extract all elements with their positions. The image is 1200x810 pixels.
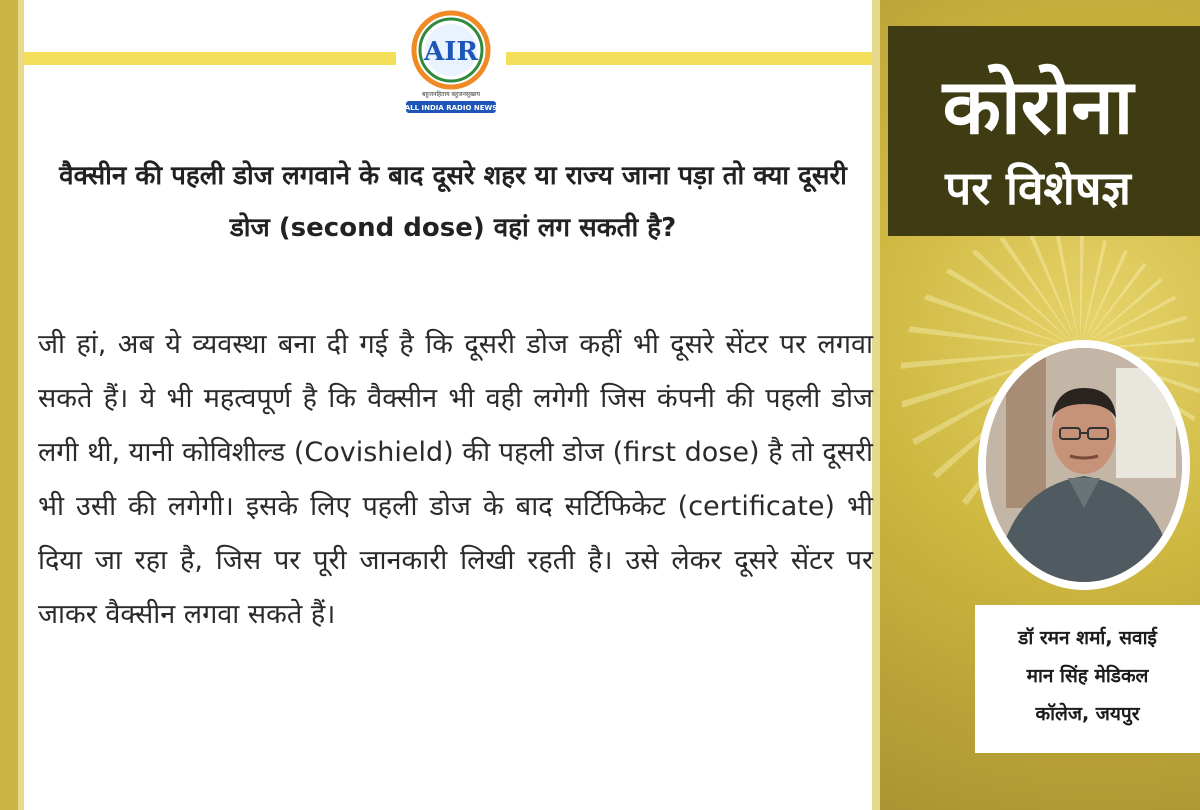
expert-portrait-icon bbox=[986, 348, 1182, 582]
logo-emblem-text: AIR bbox=[424, 37, 478, 67]
logo-brand-text: ALL INDIA RADIO NEWS bbox=[405, 104, 497, 112]
expert-caption-line3: कॉलेज, जयपुर bbox=[1035, 703, 1140, 725]
topic-title-box bbox=[888, 26, 1200, 236]
top-stripe-left bbox=[24, 52, 396, 65]
air-logo bbox=[405, 8, 497, 114]
air-logo-icon bbox=[405, 8, 497, 114]
answer-text: जी हां, अब ये व्यवस्था बना दी गई है कि दूसरी डोज कहीं भी दूसरे सेंटर पर लगवा सकते हैं। ये भी महत्वपूर्ण है कि वैक्सीन भी वही लगेगी जिस कंपनी की पहली डोज लगी थी, यानी कोविशील्ड (Covishield) की पहली डोज (first dose) है तो दूसरी भी उसी की लगेगी। इसके लिए पहली डोज के बाद सर्टिफिकेट (certificate) भी दिया जा रहा है, जिस पर पूरी जानकारी लिखी रहती है। उसे लेकर दूसरे सेंटर पर जाकर वैक्सीन लगवा सकते हैं। bbox=[38, 329, 873, 630]
expert-caption-line2: मान सिंह मेडिकल bbox=[1026, 665, 1149, 687]
expert-photo-frame bbox=[978, 340, 1190, 590]
logo-tagline: बहुजनहिताय बहुजनसुखाय bbox=[422, 91, 480, 98]
expert-portrait bbox=[986, 348, 1182, 582]
top-stripe-right bbox=[506, 52, 872, 65]
topic-title-line1: कोरोना bbox=[942, 62, 1134, 151]
topic-title-line2: पर विशेषज्ञ bbox=[945, 161, 1131, 215]
expert-caption bbox=[975, 605, 1200, 753]
question-heading: वैक्सीन की पहली डोज लगवाने के बाद दूसरे शहर या राज्य जाना पड़ा तो क्या दूसरी डोज (second dose) वहां लग सकती है? bbox=[59, 161, 847, 243]
expert-caption-line1: डॉ रमन शर्मा, सवाई bbox=[1018, 627, 1157, 649]
